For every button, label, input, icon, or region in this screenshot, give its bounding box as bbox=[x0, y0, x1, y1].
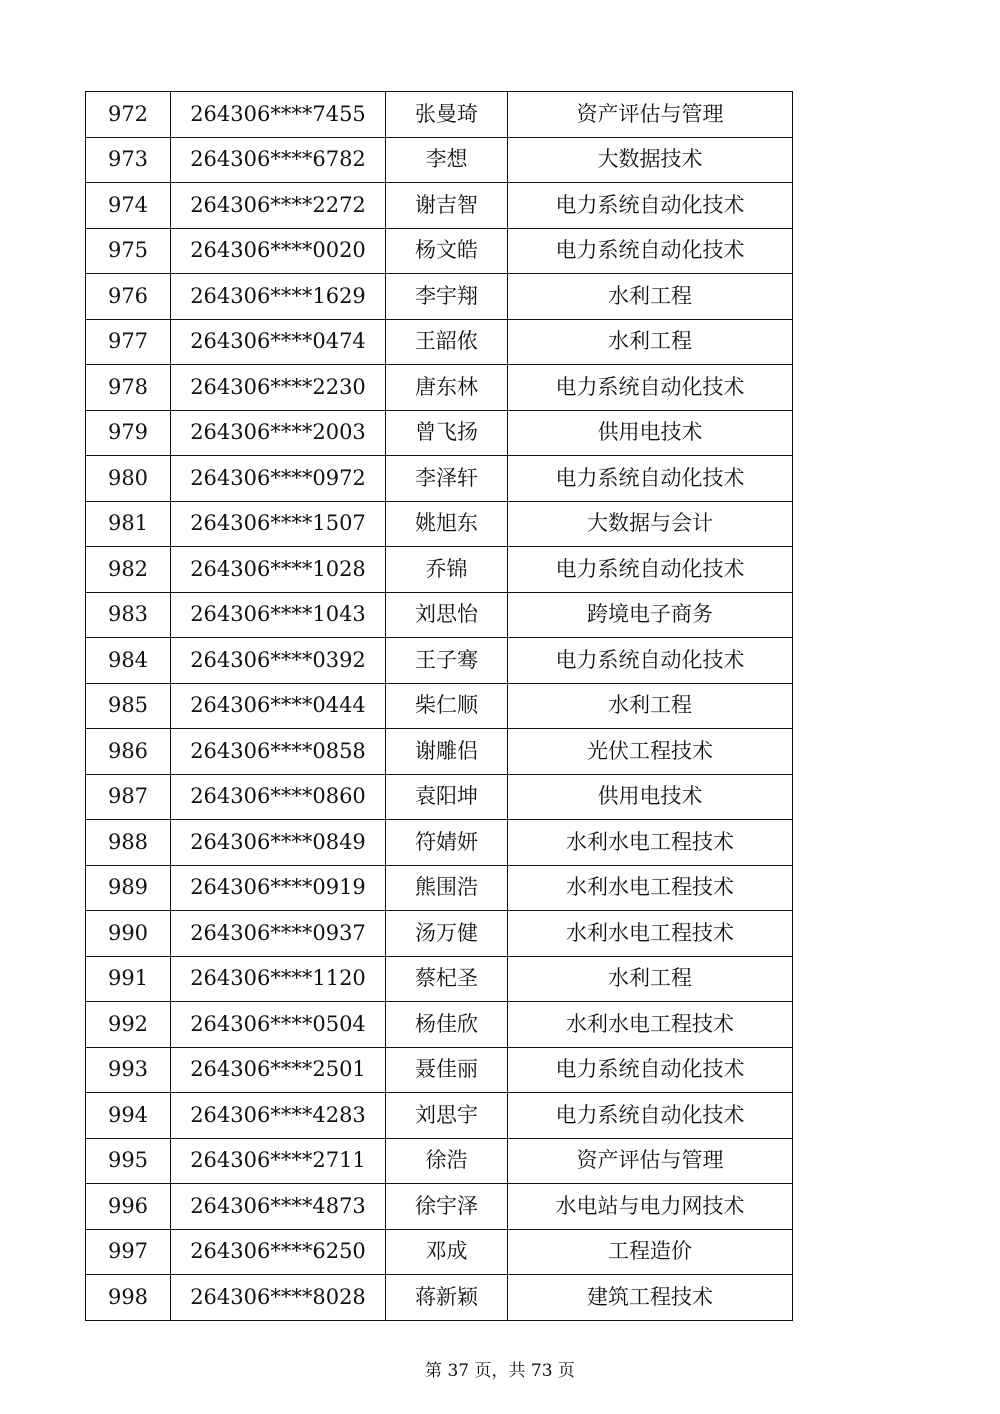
id-number-cell: 264306****1028 bbox=[171, 547, 386, 593]
student-name-cell: 聂佳丽 bbox=[386, 1047, 508, 1093]
table-row bbox=[86, 137, 793, 183]
major-cell: 电力系统自动化技术 bbox=[508, 547, 793, 593]
student-name-cell: 蒋新颖 bbox=[386, 1275, 508, 1321]
id-number-cell: 264306****0972 bbox=[171, 456, 386, 502]
student-name-cell: 刘思怡 bbox=[386, 592, 508, 638]
id-number-cell: 264306****2272 bbox=[171, 183, 386, 229]
id-number-cell: 264306****0849 bbox=[171, 820, 386, 866]
major-cell: 电力系统自动化技术 bbox=[508, 228, 793, 274]
table-row bbox=[86, 1047, 793, 1093]
id-number-cell: 264306****6782 bbox=[171, 137, 386, 183]
student-name-cell: 杨文皓 bbox=[386, 228, 508, 274]
major-cell: 水利水电工程技术 bbox=[508, 911, 793, 957]
id-number-cell: 264306****2003 bbox=[171, 410, 386, 456]
serial-number-cell: 985 bbox=[86, 683, 171, 729]
major-cell: 水利工程 bbox=[508, 274, 793, 320]
roster-table bbox=[85, 91, 793, 1321]
student-name-cell: 蔡杞圣 bbox=[386, 956, 508, 1002]
serial-number-cell: 995 bbox=[86, 1138, 171, 1184]
table-row bbox=[86, 319, 793, 365]
serial-number-cell: 973 bbox=[86, 137, 171, 183]
table-row bbox=[86, 228, 793, 274]
major-cell: 水利工程 bbox=[508, 956, 793, 1002]
serial-number-cell: 979 bbox=[86, 410, 171, 456]
student-name-cell: 李泽轩 bbox=[386, 456, 508, 502]
major-cell: 资产评估与管理 bbox=[508, 1138, 793, 1184]
student-name-cell: 王韶侬 bbox=[386, 319, 508, 365]
major-cell: 水电站与电力网技术 bbox=[508, 1184, 793, 1230]
major-cell: 电力系统自动化技术 bbox=[508, 365, 793, 411]
major-cell: 水利工程 bbox=[508, 319, 793, 365]
student-name-cell: 熊围浩 bbox=[386, 865, 508, 911]
student-name-cell: 刘思宇 bbox=[386, 1093, 508, 1139]
serial-number-cell: 998 bbox=[86, 1275, 171, 1321]
table-row bbox=[86, 1093, 793, 1139]
serial-number-cell: 990 bbox=[86, 911, 171, 957]
table-row bbox=[86, 1138, 793, 1184]
serial-number-cell: 980 bbox=[86, 456, 171, 502]
table-row bbox=[86, 820, 793, 866]
id-number-cell: 264306****0937 bbox=[171, 911, 386, 957]
serial-number-cell: 988 bbox=[86, 820, 171, 866]
student-name-cell: 谢雕侣 bbox=[386, 729, 508, 775]
major-cell: 电力系统自动化技术 bbox=[508, 1047, 793, 1093]
table-row bbox=[86, 1275, 793, 1321]
id-number-cell: 264306****1043 bbox=[171, 592, 386, 638]
table-row bbox=[86, 1002, 793, 1048]
major-cell: 跨境电子商务 bbox=[508, 592, 793, 638]
student-name-cell: 杨佳欣 bbox=[386, 1002, 508, 1048]
id-number-cell: 264306****0860 bbox=[171, 774, 386, 820]
student-name-cell: 邓成 bbox=[386, 1229, 508, 1275]
id-number-cell: 264306****0858 bbox=[171, 729, 386, 775]
serial-number-cell: 993 bbox=[86, 1047, 171, 1093]
table-row bbox=[86, 501, 793, 547]
student-name-cell: 徐宇泽 bbox=[386, 1184, 508, 1230]
table-row bbox=[86, 547, 793, 593]
major-cell: 水利水电工程技术 bbox=[508, 1002, 793, 1048]
serial-number-cell: 997 bbox=[86, 1229, 171, 1275]
major-cell: 供用电技术 bbox=[508, 410, 793, 456]
major-cell: 供用电技术 bbox=[508, 774, 793, 820]
serial-number-cell: 974 bbox=[86, 183, 171, 229]
id-number-cell: 264306****2711 bbox=[171, 1138, 386, 1184]
major-cell: 水利水电工程技术 bbox=[508, 865, 793, 911]
student-name-cell: 李宇翔 bbox=[386, 274, 508, 320]
id-number-cell: 264306****0392 bbox=[171, 638, 386, 684]
table-row bbox=[86, 683, 793, 729]
roster-table-body bbox=[86, 92, 793, 1321]
serial-number-cell: 975 bbox=[86, 228, 171, 274]
serial-number-cell: 987 bbox=[86, 774, 171, 820]
serial-number-cell: 976 bbox=[86, 274, 171, 320]
id-number-cell: 264306****0474 bbox=[171, 319, 386, 365]
student-name-cell: 曾飞扬 bbox=[386, 410, 508, 456]
serial-number-cell: 994 bbox=[86, 1093, 171, 1139]
serial-number-cell: 996 bbox=[86, 1184, 171, 1230]
id-number-cell: 264306****1507 bbox=[171, 501, 386, 547]
major-cell: 建筑工程技术 bbox=[508, 1275, 793, 1321]
table-row bbox=[86, 274, 793, 320]
id-number-cell: 264306****6250 bbox=[171, 1229, 386, 1275]
major-cell: 水利工程 bbox=[508, 683, 793, 729]
major-cell: 光伏工程技术 bbox=[508, 729, 793, 775]
student-name-cell: 唐东林 bbox=[386, 365, 508, 411]
major-cell: 大数据与会计 bbox=[508, 501, 793, 547]
serial-number-cell: 978 bbox=[86, 365, 171, 411]
major-cell: 电力系统自动化技术 bbox=[508, 1093, 793, 1139]
student-name-cell: 谢吉智 bbox=[386, 183, 508, 229]
table-row bbox=[86, 911, 793, 957]
major-cell: 工程造价 bbox=[508, 1229, 793, 1275]
serial-number-cell: 982 bbox=[86, 547, 171, 593]
serial-number-cell: 989 bbox=[86, 865, 171, 911]
major-cell: 大数据技术 bbox=[508, 137, 793, 183]
student-name-cell: 袁阳坤 bbox=[386, 774, 508, 820]
table-row bbox=[86, 774, 793, 820]
serial-number-cell: 972 bbox=[86, 92, 171, 138]
student-name-cell: 徐浩 bbox=[386, 1138, 508, 1184]
student-name-cell: 符婧妍 bbox=[386, 820, 508, 866]
id-number-cell: 264306****1120 bbox=[171, 956, 386, 1002]
serial-number-cell: 977 bbox=[86, 319, 171, 365]
student-name-cell: 汤万健 bbox=[386, 911, 508, 957]
table-row bbox=[86, 729, 793, 775]
student-name-cell: 乔锦 bbox=[386, 547, 508, 593]
id-number-cell: 264306****0444 bbox=[171, 683, 386, 729]
table-row bbox=[86, 638, 793, 684]
student-name-cell: 张曼琦 bbox=[386, 92, 508, 138]
serial-number-cell: 984 bbox=[86, 638, 171, 684]
major-cell: 水利水电工程技术 bbox=[508, 820, 793, 866]
major-cell: 电力系统自动化技术 bbox=[508, 638, 793, 684]
table-row bbox=[86, 92, 793, 138]
serial-number-cell: 983 bbox=[86, 592, 171, 638]
serial-number-cell: 986 bbox=[86, 729, 171, 775]
id-number-cell: 264306****8028 bbox=[171, 1275, 386, 1321]
table-row bbox=[86, 1184, 793, 1230]
table-row bbox=[86, 365, 793, 411]
student-name-cell: 王子骞 bbox=[386, 638, 508, 684]
major-cell: 电力系统自动化技术 bbox=[508, 456, 793, 502]
student-name-cell: 李想 bbox=[386, 137, 508, 183]
major-cell: 电力系统自动化技术 bbox=[508, 183, 793, 229]
id-number-cell: 264306****1629 bbox=[171, 274, 386, 320]
serial-number-cell: 992 bbox=[86, 1002, 171, 1048]
table-row bbox=[86, 956, 793, 1002]
id-number-cell: 264306****0020 bbox=[171, 228, 386, 274]
major-cell: 资产评估与管理 bbox=[508, 92, 793, 138]
id-number-cell: 264306****2230 bbox=[171, 365, 386, 411]
table-row bbox=[86, 865, 793, 911]
id-number-cell: 264306****0504 bbox=[171, 1002, 386, 1048]
page-footer: 第 37 页，共 73 页 bbox=[425, 1361, 575, 1381]
serial-number-cell: 981 bbox=[86, 501, 171, 547]
table-row bbox=[86, 592, 793, 638]
student-name-cell: 柴仁顺 bbox=[386, 683, 508, 729]
id-number-cell: 264306****2501 bbox=[171, 1047, 386, 1093]
id-number-cell: 264306****7455 bbox=[171, 92, 386, 138]
table-row bbox=[86, 410, 793, 456]
student-name-cell: 姚旭东 bbox=[386, 501, 508, 547]
table-row bbox=[86, 456, 793, 502]
id-number-cell: 264306****4283 bbox=[171, 1093, 386, 1139]
table-row bbox=[86, 1229, 793, 1275]
id-number-cell: 264306****0919 bbox=[171, 865, 386, 911]
serial-number-cell: 991 bbox=[86, 956, 171, 1002]
id-number-cell: 264306****4873 bbox=[171, 1184, 386, 1230]
table-row bbox=[86, 183, 793, 229]
